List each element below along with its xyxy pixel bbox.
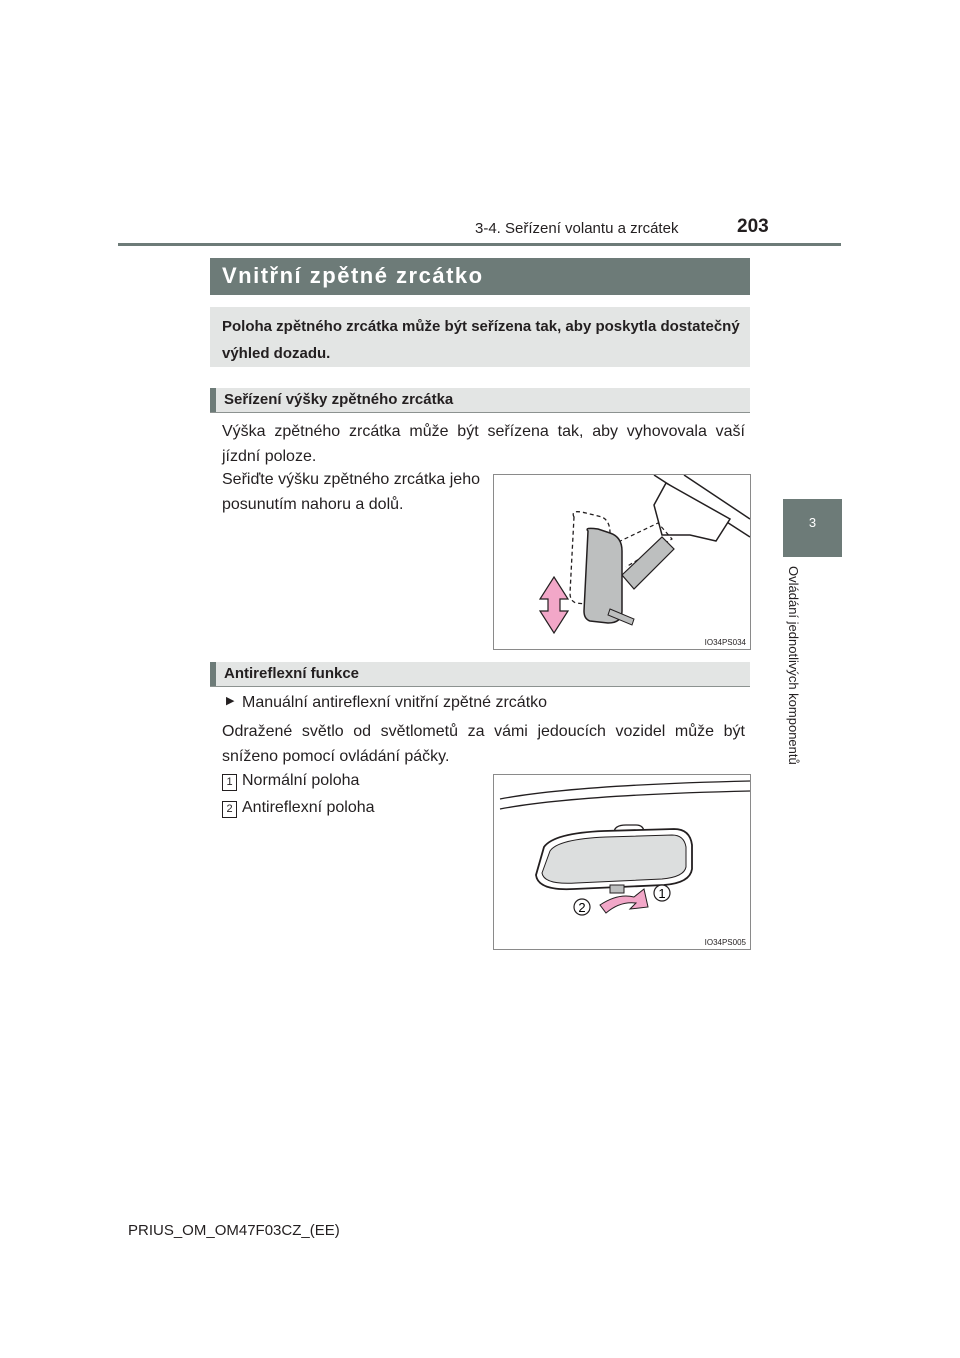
height-instruction: Seřiďte výšku zpětného zrcátka jeho posunutím nahoru a dolů.: [222, 471, 480, 513]
height-paragraph: Výška zpětného zrcátka může být seřízena tak, aby vyhovovala vaší jízdní poloze.: [222, 423, 745, 465]
header-rule: [118, 243, 841, 246]
section-heading-height: [210, 388, 750, 413]
callout-1: 1: [658, 886, 666, 901]
page-number: 203: [737, 216, 769, 237]
callout-2: 2: [578, 900, 586, 915]
heading-accent: [210, 662, 216, 686]
list-item-1: [222, 772, 237, 791]
figure-mirror-antireflex: [493, 774, 751, 950]
chapter-number: 3: [808, 515, 817, 530]
mirror-height-illustration: [494, 475, 750, 649]
antireflex-paragraph: Odražené světlo od světlometů za vámi jedoucích vozidel může být sníženo pomocí ovládání páčky.: [222, 723, 745, 765]
section-heading-antireflex: [210, 662, 750, 687]
running-header-section: 3-4. Seřízení volantu a zrcátek: [475, 220, 679, 237]
mirror-antireflex-illustration: [494, 775, 750, 949]
list-item-label-2: Antireflexní poloha: [242, 799, 375, 816]
callout-number: 2: [222, 801, 237, 818]
bullet-triangle-icon: ▶: [226, 695, 235, 707]
callout-number: 1: [222, 774, 237, 791]
list-item-2: [222, 799, 237, 818]
figure-code: IO34PS034: [704, 638, 746, 647]
page-title: Vnitřní zpětné zrcátko: [222, 263, 484, 288]
section-heading-text: Seřízení výšky zpětného zrcátka: [224, 391, 454, 408]
heading-accent: [210, 388, 216, 412]
figure-mirror-height: [493, 474, 751, 650]
footer-model-code: PRIUS_OM_OM47F03CZ_(EE): [128, 1222, 340, 1239]
intro-text: Poloha zpětného zrcátka může být seřízena tak, aby poskytla dostatečný výhled dozadu.: [222, 318, 740, 362]
figure-code: IO34PS005: [704, 938, 746, 947]
section-heading-text: Antireflexní funkce: [224, 665, 360, 682]
chapter-title: Ovládání jednotlivých komponentů: [786, 566, 801, 765]
antireflex-bullet: Manuální antireflexní vnitřní zpětné zrcátko: [242, 694, 548, 711]
list-item-label-1: Normální poloha: [242, 772, 360, 789]
